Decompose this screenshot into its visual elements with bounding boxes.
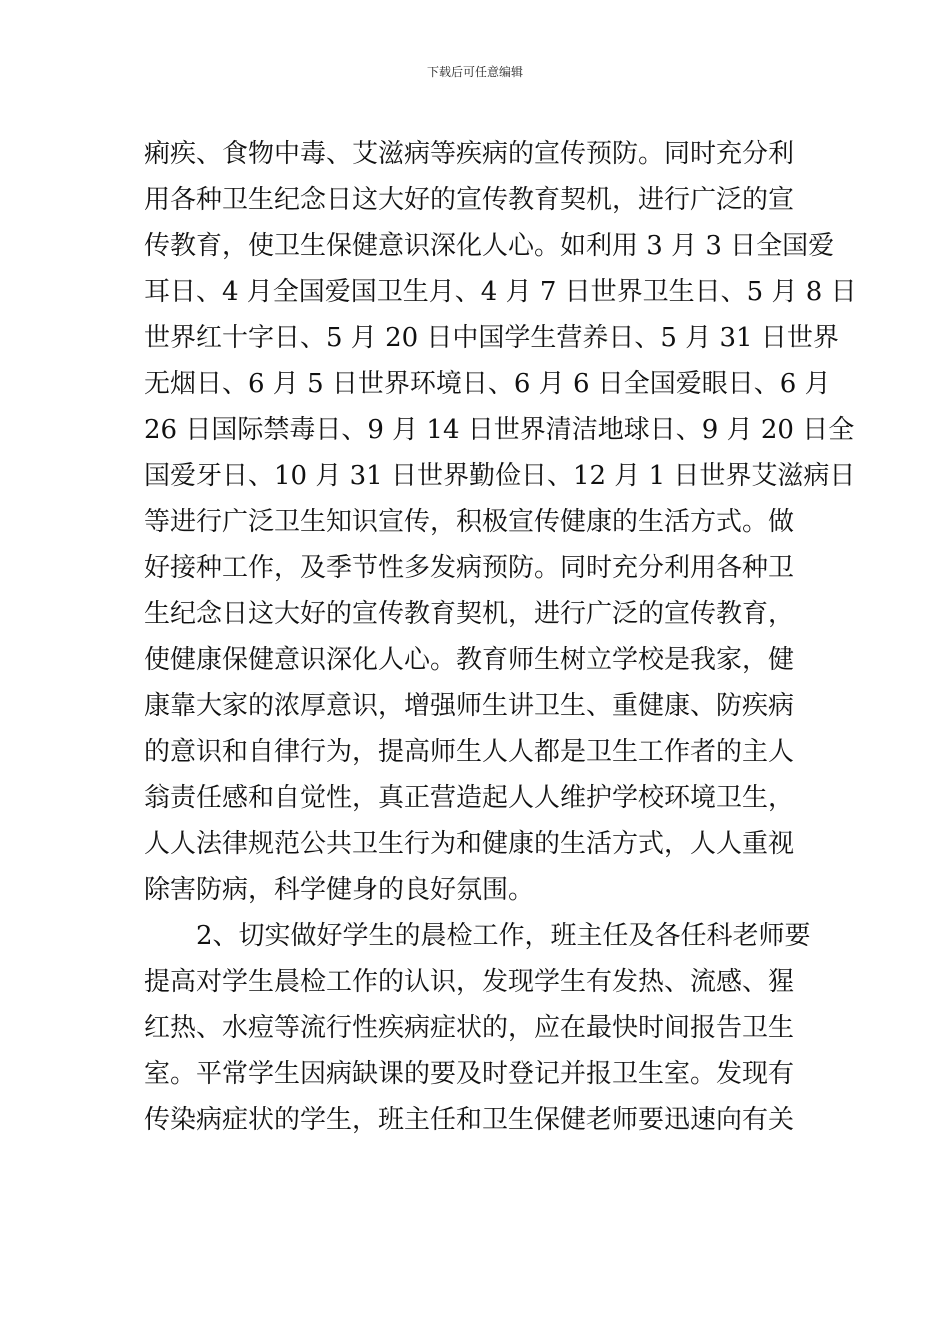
text-line: 翁责任感和自觉性，真正营造起人人维护学校环境卫生，: [144, 783, 795, 813]
text-line: 无烟日、6 月 5 日世界环境日、6 月 6 日全国爱眼日、6 月: [144, 369, 831, 399]
text-line: 痢疾、食物中毒、艾滋病等疾病的宣传预防。同时充分利: [144, 139, 795, 169]
header-note: 下载后可任意编辑: [426, 65, 523, 79]
text-line: 除害防病，科学健身的良好氛围。: [144, 875, 535, 905]
text-line: 人人法律规范公共卫生行为和健康的生活方式，人人重视: [144, 829, 795, 859]
text-line: 用各种卫生纪念日这大好的宣传教育契机，进行广泛的宣: [144, 185, 795, 215]
text-line: 传教育，使卫生保健意识深化人心。如利用 3 月 3 日全国爱: [144, 231, 835, 261]
text-line: 好接种工作，及季节性多发病预防。同时充分利用各种卫: [144, 553, 795, 583]
text-line: 提高对学生晨检工作的认识，发现学生有发热、流感、猩: [144, 967, 795, 997]
text-line: 室。平常学生因病缺课的要及时登记并报卫生室。发现有: [144, 1059, 795, 1089]
text-line: 使健康保健意识深化人心。教育师生树立学校是我家，健: [144, 645, 795, 675]
text-line: 康靠大家的浓厚意识，增强师生讲卫生、重健康、防疾病: [144, 691, 795, 721]
text-line: 2、切实做好学生的晨检工作，班主任及各任科老师要: [144, 921, 811, 951]
text-line: 传染病症状的学生，班主任和卫生保健老师要迅速向有关: [144, 1105, 795, 1135]
text-line: 26 日国际禁毒日、9 月 14 日世界清洁地球日、9 月 20 日全: [144, 415, 855, 445]
text-line: 生纪念日这大好的宣传教育契机，进行广泛的宣传教育，: [144, 599, 795, 629]
text-line: 耳日、4 月全国爱国卫生月、4 月 7 日世界卫生日、5 月 8 日: [144, 277, 857, 307]
text-line: 等进行广泛卫生知识宣传，积极宣传健康的生活方式。做: [144, 507, 795, 537]
body-text: [144, 131, 857, 1143]
text-line: 红热、水痘等流行性疾病症状的，应在最快时间报告卫生: [144, 1013, 795, 1043]
text-line: 世界红十字日、5 月 20 日中国学生营养日、5 月 31 日世界: [144, 323, 839, 353]
text-line: 国爱牙日、10 月 31 日世界勤俭日、12 月 1 日世界艾滋病日: [144, 461, 856, 491]
text-line: 的意识和自律行为，提高师生人人都是卫生工作者的主人: [144, 737, 795, 767]
